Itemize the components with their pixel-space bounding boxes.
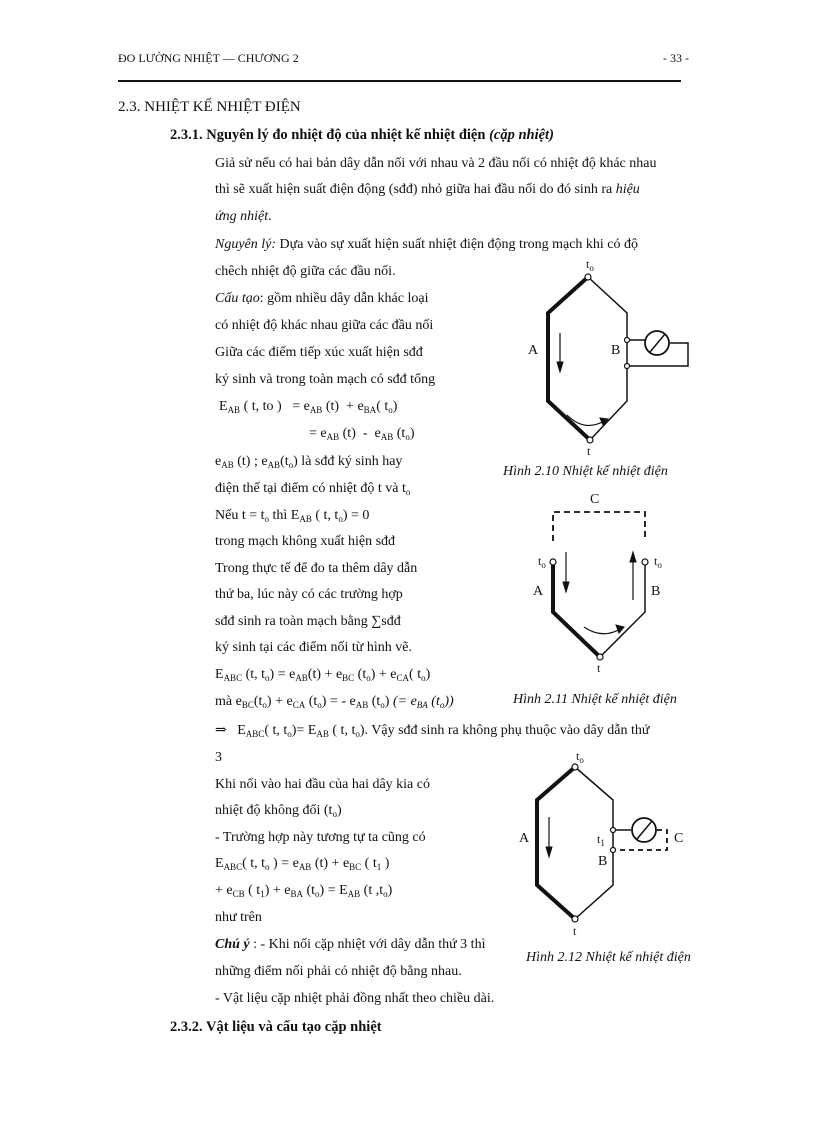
equation-3: $E_{ABC}$ (t, $t_o) = e_{AB}(t) + e_{BC}$ $(t_o) + e_{CA}$( $t_o$) — [215, 667, 431, 683]
equation-2: = $e_{AB}$ $(t) - e_{AB}$ $(t_o)$ — [309, 426, 415, 442]
fig1-caption: Hình 2.10 Nhiệt kế nhiệt điện — [503, 464, 668, 479]
fig1-label-to: $t_o$ — [586, 257, 594, 273]
para1-line3-end: . — [268, 209, 272, 224]
mid-line3: Nếu $t = t_o$ thì $E_{AB}$ ( t, $t_o) = 0$ — [215, 508, 370, 524]
note-line2: những điểm nối phải có nhiệt độ bằng nhau. — [215, 964, 462, 979]
case2-line2: nhiệt độ không đổi $(t_o)$ — [215, 803, 342, 819]
subsection-title-2: 2.3.2. Vật liệu và cấu tạo cặp nhiệt — [170, 1019, 382, 1035]
equation-1: $E_{AB}$ ( t, to ) = $e_{AB}$ $(t) + e_{BA}$( $t_o$) — [219, 399, 398, 415]
principle-text: Dựa vào sự xuất hiện suất nhiệt điện động trong mạch khi có độ — [279, 237, 639, 252]
note-line3: - Vật liệu cặp nhiệt phải đồng nhất theo chiều dài. — [215, 991, 495, 1006]
mid-line8: ký sinh tại các điểm nối từ hình vẽ. — [215, 640, 412, 655]
fig3-label-c: C — [674, 831, 684, 846]
header-left: ĐO LƯỜNG NHIỆT — CHƯƠNG 2 — [118, 51, 299, 65]
fig1-label-a: A — [528, 343, 539, 358]
para1-line3-italic: ứng nhiệt — [215, 209, 269, 224]
fig2-label-t: t — [597, 661, 601, 675]
structure-label: Cấu tạo — [215, 291, 260, 306]
case2-equation-2: + $e_{CB}$ ( $t_1) + e_{BA}$ $(t_o) = E_{AB}$ (t $,t_o$) — [215, 883, 393, 899]
fig2-caption: Hình 2.11 Nhiệt kế nhiệt điện — [513, 692, 677, 707]
equation-5: ⇒ $E_{ABC}$( t, $t_o)= E_{AB}$ ( t, $t_o$). Vậy sđđ sinh ra không phụ thuộc vào dây dẫn thứ — [215, 723, 650, 739]
mid-line4: trong mạch không xuất hiện sđđ — [215, 534, 396, 549]
mid-line5: Trong thực tế để đo ta thêm dây dẫn — [215, 561, 418, 576]
fig2-label-to-right: $t_o$ — [654, 554, 662, 570]
fig2-label-a: A — [533, 584, 544, 599]
equation-5-line2: 3 — [215, 750, 222, 765]
case2-line4: như trên — [215, 910, 262, 925]
fig2-label-b: B — [651, 584, 661, 599]
fig1-label-t: t — [587, 444, 591, 458]
structure-line2: có nhiệt độ khác nhau giữa các đầu nối — [215, 318, 434, 333]
structure-line4: ký sinh và trong toàn mạch có sđđ tổng — [215, 372, 436, 387]
subsection-title-text: 2.3.1. Nguyên lý đo nhiệt độ của nhiệt kế nhiệt điện — [170, 127, 486, 143]
fig3-label-t1: $t_1$ — [597, 832, 605, 848]
fig1-label-b: B — [611, 343, 621, 358]
note-text: : - Khi nối cặp nhiệt với dây dẫn thứ 3 thì — [249, 937, 486, 952]
mid-line2: điện thế tại điểm có nhiệt độ t và $t_o$ — [215, 481, 411, 497]
subsection-title-italic: (cặp nhiệt) — [489, 127, 554, 143]
fig3-label-b: B — [598, 854, 608, 869]
fig3-caption: Hình 2.12 Nhiệt kế nhiệt điện — [526, 950, 691, 965]
fig3-label-a: A — [519, 831, 530, 846]
fig2-label-to-left: $t_o$ — [538, 554, 546, 570]
mid-line6: thứ ba, lúc này có các trường hợp — [215, 587, 403, 602]
principle-label: Nguyên lý: — [215, 237, 277, 252]
note-label: Chú ý — [215, 937, 250, 952]
structure-line3: Giữa các điểm tiếp xúc xuất hiện sđđ — [215, 345, 423, 360]
fig3-label-to: $t_o$ — [576, 749, 584, 765]
case2-equation-1: $E_{ABC}$( t, $t_o$ ) = $e_{AB}$ $(t) + e_{BC}$ ( $t_1$ ) — [215, 856, 390, 872]
equation-4: mà $e_{BC}(t_o) + e_{CA}$ $(t_o)$ = - $e_{AB}$ $(t_o)$ (= $e_{BA}$ $(t_o)$) — [215, 694, 454, 710]
principle-line2: chêch nhiệt độ giữa các đầu nối. — [215, 264, 396, 279]
structure-text: : gồm nhiều dây dẫn khác loại — [259, 291, 429, 306]
mid-line1: $e_{AB}$ (t) ; $e_{AB}(t_o)$ là sđđ ký sinh hay — [215, 454, 403, 470]
case2-line1: Khi nối vào hai đầu của hai dây kia có — [215, 777, 430, 792]
fig3-label-t: t — [573, 924, 577, 938]
header-page-number: - 33 - — [663, 51, 689, 65]
mid-line7: sđđ sinh ra toàn mạch bằng ∑sđđ — [215, 614, 401, 629]
para1-line1: Giả sử nếu có hai bản dây dẫn nối với nhau và 2 đầu nối có nhiệt độ khác nhau — [215, 156, 657, 171]
case2-line3: - Trường hợp này tương tự ta cũng có — [215, 830, 426, 845]
section-title: 2.3. NHIỆT KẾ NHIỆT ĐIỆN — [118, 99, 301, 115]
fig2-label-c: C — [590, 492, 600, 507]
para1-line2-italic: hiệu — [615, 182, 640, 197]
para1-line2-text: thì sẽ xuất hiện suất điện động (sđđ) nhỏ giữa hai đầu nối do đó sinh ra — [215, 182, 613, 197]
